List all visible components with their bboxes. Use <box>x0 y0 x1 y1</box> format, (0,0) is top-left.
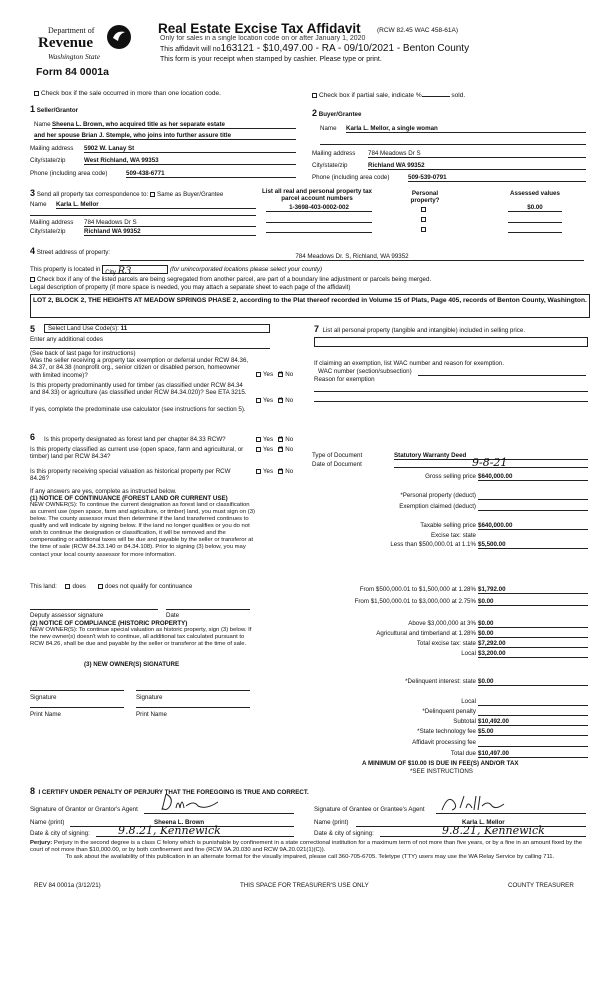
no-label: No <box>285 446 294 453</box>
section-3-number: 3 <box>30 188 36 198</box>
exemption-question: Was the seller receiving a property tax exemption or deferral under RCW 84.36, 84.37, or 84.38 (nonprofit org., senior citizen or disabled person, homeowner with limited income)? <box>30 357 249 379</box>
boundary-check[interactable] <box>30 276 431 283</box>
checkbox-icon[interactable] <box>256 469 261 474</box>
grantee-name-field[interactable]: Karla L. Mellor <box>356 819 586 827</box>
grantor-signature-field[interactable] <box>144 798 294 814</box>
tier1-field[interactable]: $5,500.00 <box>478 541 588 549</box>
date-of-document-field[interactable]: 9-8-21 <box>394 456 588 468</box>
checkbox-icon[interactable] <box>421 217 426 222</box>
see-back-label: (See back of last page for instructions) <box>30 350 136 357</box>
agricultural-label: Agricultural and timberland at 1.28% <box>376 630 476 637</box>
correspondence-name-field[interactable]: Karla L. Mellor <box>56 201 256 209</box>
header-line2-prefix: This affidavit will no <box>160 46 221 53</box>
yes-label: Yes <box>263 446 274 453</box>
buyer-name-field-2[interactable] <box>320 137 586 145</box>
buyer-phone-label: Phone (including area code) <box>312 174 390 181</box>
checkbox-icon[interactable] <box>98 584 103 589</box>
delinquent-interest-field[interactable]: $0.00 <box>478 678 588 686</box>
seller-phone-label: Phone (including area code) <box>30 170 108 177</box>
checked-checkbox-icon[interactable] <box>278 447 283 452</box>
correspondence-mailing-field[interactable]: 784 Meadows Dr S <box>84 219 256 227</box>
correspondence-name-label: Name <box>30 201 47 208</box>
exemption-reason-label: Reason for exemption <box>314 376 375 383</box>
this-land-label: This land: <box>30 583 57 590</box>
partial-sale-check[interactable] <box>312 92 465 100</box>
checkbox-icon[interactable] <box>421 227 426 232</box>
grantee-signature-label: Signature of Grantee or Grantee's Agent <box>314 806 425 813</box>
new-owner-signature-line-2[interactable] <box>136 685 250 691</box>
personal-property-deduct-field[interactable] <box>478 492 588 500</box>
agricultural-field[interactable]: $0.00 <box>478 630 588 638</box>
tier4-field[interactable]: $0.00 <box>478 620 588 628</box>
land-use-section <box>30 322 310 426</box>
no-label: No <box>285 397 294 404</box>
local-tax-label: Local <box>461 650 476 657</box>
exemption-reason-field-2[interactable] <box>314 396 588 402</box>
property-section <box>30 246 590 318</box>
print-name-line-1[interactable] <box>30 702 124 708</box>
grantee-signature-field[interactable] <box>436 798 586 814</box>
parcel-header: List all real and personal property tax parcel account numbers <box>261 188 373 203</box>
checked-checkbox-icon[interactable] <box>278 372 283 377</box>
location-city-value: City <box>105 269 116 276</box>
grantor-date-city-label: Date & city of signing: <box>30 830 90 837</box>
correspondence-mailing-label: Mailing address <box>30 219 74 226</box>
continuance-heading: (1) NOTICE OF CONTINUANCE (FOREST LAND OR CURRENT USE) <box>30 495 228 502</box>
checkbox-icon[interactable] <box>256 447 261 452</box>
located-in-label: This property is located in <box>30 266 101 274</box>
exemption-deduct-label: Exemption claimed (deduct) <box>399 503 476 510</box>
boundary-label: Check box if any of the listed parcels are being segregated from another parcel, are part of a boundary line adjustment or parcels being merged. <box>37 276 432 283</box>
form-number: Form 84 0001a <box>36 66 109 78</box>
see-instructions-note: *SEE INSTRUCTIONS <box>410 768 473 775</box>
delinquent-penalty-field[interactable] <box>478 708 588 716</box>
correspondence-name-field-2[interactable] <box>30 210 256 216</box>
delinquent-interest-label: *Delinquent interest: state <box>405 678 476 685</box>
local-tax-field[interactable]: $3,200.00 <box>478 650 588 658</box>
form-revision: REV 84 0001a (3/12/21) <box>34 882 101 889</box>
grantor-name-field[interactable]: Sheena L. Brown <box>70 819 294 827</box>
perjury-text: Perjury in the second degree is a class C felony which is punishable by confinement in a state correctional institution for a maximum term of not more than five years, or by a fine in an amount fixed by the court of not more than $10,000.00, or by both confinement and fine (RCW 9A.20.030 and RCW 9A.20.021(1)(C)). <box>30 840 583 854</box>
taxable-selling-price-label: Taxable selling price <box>420 522 476 529</box>
send-correspondence-label: Send all property tax correspondence to: <box>36 191 149 198</box>
unincorporated-note: (for unincorporated locations please select your county) <box>169 266 323 274</box>
historic-heading: (2) NOTICE OF COMPLIANCE (HISTORIC PROPERTY) <box>30 620 188 627</box>
dor-logo-line1: Department of <box>48 26 95 35</box>
buyer-city-label: City/state/zip <box>312 162 348 169</box>
wac-number-field[interactable] <box>418 368 586 376</box>
if-yes-instructions: If any answers are yes, complete as instructed below. <box>30 488 177 495</box>
print-name-label-2: Print Name <box>136 711 167 718</box>
perjury-label: Perjury: <box>30 840 53 846</box>
deputy-date-label: Date <box>166 612 180 619</box>
personal-property-header: Personal property? <box>410 190 440 205</box>
checked-checkbox-icon[interactable] <box>278 469 283 474</box>
street-address-field[interactable]: 784 Meadows Dr. S, Richland, WA 99352 <box>120 253 584 261</box>
gross-selling-price-label: Gross selling price <box>425 473 476 480</box>
historic-question: Is this property receiving special valuation as historical property per RCW 84.26? <box>30 468 231 483</box>
seller-name-label: Name <box>34 121 51 128</box>
checkbox-icon <box>312 93 317 98</box>
assessed-value-field[interactable]: $0.00 <box>508 204 562 212</box>
deputy-signature-label: Deputy assessor signature <box>30 612 104 619</box>
form-rcw: (RCW 82.45 WAC 458-61A) <box>377 27 459 34</box>
additional-codes-field[interactable] <box>30 343 270 349</box>
seller-name-field[interactable]: Sheena L. Brown, who acquired title as her separate estate <box>52 121 296 129</box>
total-due-label: Total due <box>450 750 476 757</box>
seller-heading: Seller/Grantor <box>36 107 79 114</box>
timber-question: Is this property predominantly used for timber (as classified under RCW 84.34 and 84.33) or agriculture (as classified under RCW 84.34.020)? See ETA 3215. <box>30 382 247 397</box>
taxable-selling-price-field[interactable]: $640,000.00 <box>478 522 588 530</box>
processing-fee-field[interactable] <box>478 739 588 747</box>
header-line2 <box>160 43 469 55</box>
checkbox-icon <box>30 277 35 282</box>
assessed-values-header: Assessed values <box>510 190 560 197</box>
buyer-city-field[interactable]: Richland WA 99352 <box>368 162 586 170</box>
technology-fee-field[interactable]: $5.00 <box>478 728 588 736</box>
seller-mailing-label: Mailing address <box>30 145 74 152</box>
checkbox-icon[interactable] <box>256 372 261 377</box>
continuance-text: NEW OWNER(S): To continue the current designation as forest land or classification as current use (open space, farm and agriculture, or timber) land, you must sign on (3) below. The county assessor must then determine if the land transferred continues to qualify and will indicate by signing below. If the land no longer qualifies or you do not wish to continue the designation or classification, it will be removed and the compensating or additional taxes will be due and payable by the seller or transferor at the time of sale (RCW 84.33.140 or 84.34.108). Prior to signing (3) below, you may contact your local county assessor for more information. <box>30 502 255 558</box>
subtotal-field[interactable]: $10,492.00 <box>478 718 588 726</box>
parcel-number-field-2[interactable] <box>266 216 372 223</box>
delinquent-local-label: Local <box>461 698 476 705</box>
checked-checkbox-icon[interactable] <box>278 398 283 403</box>
correspondence-city-label: City/state/zip <box>30 228 66 235</box>
seller-mailing-field[interactable]: 5902 W. Lanay St <box>84 145 296 153</box>
tier1-label: Less than $500,000.01 at 1.1% <box>390 541 476 548</box>
tier3-label: From $1,500,000.01 to $3,000,000 at 2.75% <box>354 598 476 605</box>
seller-phone-field[interactable]: 509-438-6771 <box>126 170 296 178</box>
section-5-number: 5 <box>30 324 36 334</box>
seller-city-field[interactable]: West Richland, WA 99353 <box>84 157 296 165</box>
additional-codes-label: Enter any additional codes <box>30 336 103 343</box>
sold-label: sold. <box>451 92 466 99</box>
grantee-date-city-field[interactable]: 9.8.21, Kennewick <box>380 824 586 837</box>
exemption-reason-field[interactable] <box>314 386 588 392</box>
header-line1: Only for sales in a single location code on or after January 1, 2020 <box>160 35 366 42</box>
buyer-heading: Buyer/Grantee <box>318 111 362 118</box>
total-due-field[interactable]: $10,497.00 <box>478 750 588 758</box>
total-excise-state-label: Total excise tax: state <box>416 640 476 647</box>
dor-logo-line3: Washington State <box>48 52 101 61</box>
section-1-number: 1 <box>30 104 36 114</box>
wac-number-label: WAC number (section/subsection) <box>318 368 412 375</box>
correspondence-city-field[interactable]: Richland WA 99352 <box>84 228 256 236</box>
land-use-value: 11 <box>120 325 128 332</box>
section-4-number: 4 <box>30 246 36 256</box>
street-address-label: Street address of property: <box>36 249 111 256</box>
subtotal-label: Subtotal <box>453 718 476 725</box>
grantee-date-city-label: Date & city of signing: <box>314 830 374 837</box>
exemption-deduct-field[interactable] <box>478 503 588 511</box>
parcel-number-field-3[interactable] <box>266 226 372 233</box>
header-line3: This form is your receipt when stamped by cashier. Please type or print. <box>160 56 382 63</box>
checkbox-icon[interactable] <box>150 192 155 197</box>
checkbox-icon <box>34 91 39 96</box>
grantor-signature-label: Signature of Grantor or Grantor's Agent <box>30 806 138 813</box>
predominate-use-note: If yes, complete the predominate use calculator (see instructions for section 5). <box>30 406 246 413</box>
print-name-line-2[interactable] <box>136 702 250 708</box>
land-use-select[interactable] <box>44 324 270 333</box>
same-as-buyer-label: Same as Buyer/Grantee <box>156 191 224 198</box>
section-2-number: 2 <box>312 108 318 118</box>
grantee-signature-image <box>438 792 518 814</box>
tier3-field[interactable]: $0.00 <box>478 598 588 606</box>
signature-label-1: Signature <box>30 694 57 701</box>
location-select[interactable] <box>102 265 168 277</box>
seller-city-label: City/state/zip <box>30 157 66 164</box>
no-label: No <box>285 436 294 443</box>
checked-checkbox-icon[interactable] <box>278 437 283 442</box>
seller-section <box>30 104 298 184</box>
buyer-mailing-label: Mailing address <box>312 150 356 157</box>
checkbox-icon[interactable] <box>421 207 426 212</box>
grantor-date-city-field[interactable]: 9.8.21, Kennewick <box>96 824 294 837</box>
dor-logo-emblem-icon <box>106 24 132 50</box>
cashier-stamp: 163121 - $10,497.00 - RA - 09/10/2021 - Benton County <box>220 43 470 54</box>
yes-label: Yes <box>263 397 274 404</box>
deputy-signature-line[interactable] <box>30 604 158 610</box>
gross-selling-price-field[interactable]: $640,000.00 <box>478 473 588 481</box>
date-of-document-label: Date of Document <box>312 461 362 468</box>
county-treasurer-label: COUNTY TREASURER <box>508 882 574 889</box>
no-label: No <box>285 468 294 475</box>
type-of-document-field[interactable]: Statutory Warranty Deed <box>394 452 588 460</box>
technology-fee-label: *State technology fee <box>417 728 476 735</box>
land-use-label: Select Land Use Code(s): <box>48 325 119 332</box>
tier2-label: From $500,000.01 to $1,500,000 at 1.28% <box>359 586 476 593</box>
buyer-mailing-field[interactable]: 784 Meadows Dr S <box>368 150 586 158</box>
form-title: Real Estate Excise Tax Affidavit <box>158 21 361 36</box>
personal-property-field[interactable] <box>314 337 588 347</box>
checkbox-icon[interactable] <box>256 437 261 442</box>
yes-label: Yes <box>263 436 274 443</box>
location-handwritten: R3 <box>117 266 132 277</box>
legal-description-label: Legal description of property (if more space is needed, you may attach a separate sheet to each page of the affidavit) <box>30 284 351 291</box>
current-use-question: Is this property classified as current use (open space, farm and agricultural, or timber) land per RCW 84.34? <box>30 446 244 461</box>
tier2-field[interactable]: $1,792.00 <box>478 586 588 594</box>
tax-correspondence-section <box>30 188 590 240</box>
excise-tax-state-label: Excise tax: state <box>430 532 476 539</box>
exemption-claim-label: If claiming an exemption, list WAC number and reason for exemption. <box>314 360 504 367</box>
minimum-due-note: A MINIMUM OF $10.00 IS DUE IN FEE(S) AND/OR TAX <box>362 760 519 767</box>
certification-section <box>30 786 590 876</box>
historic-text: NEW OWNER(S): To continue special valuation as historic property, sign (3) below. If the new owner(s) doesn't wish to continue, all additional tax calculated pursuant to RCW 84.26, shall be due and payable by the seller or transferor at the time of sale. <box>30 627 252 648</box>
delinquent-penalty-label: *Delinquent penalty <box>422 708 476 715</box>
assessed-value-field-3[interactable] <box>508 226 562 233</box>
no-label: No <box>285 371 294 378</box>
personal-property-section <box>314 324 590 424</box>
grantee-name-label: Name (print) <box>314 819 349 826</box>
tier4-label: Above $3,000,000 at 3% <box>408 620 476 627</box>
yes-label: Yes <box>263 468 274 475</box>
partial-sale-label: Check box if partial sale, indicate % <box>319 92 422 99</box>
section-7-number: 7 <box>314 324 320 334</box>
print-name-label-1: Print Name <box>30 711 61 718</box>
buyer-name-field[interactable]: Karla L. Mellor, a single woman <box>346 125 586 133</box>
does-label: does <box>72 583 86 590</box>
section-6-number: 6 <box>30 432 36 442</box>
grantor-signature-image <box>158 792 238 814</box>
yes-label: Yes <box>263 371 274 378</box>
legal-description-field[interactable]: LOT 2, BLOCK 2, THE HEIGHTS AT MEADOW SPRINGS PHASE 2, according to the Plat thereof recorded in Volume 15 of Plats, Page 405, records of Benton County, Washington. <box>30 294 590 318</box>
checkbox-icon[interactable] <box>256 398 261 403</box>
perjury-notice <box>30 840 590 854</box>
personal-property-label: List all personal property (tangible and intangible) included in selling price. <box>322 327 526 334</box>
new-owner-signature-heading: (3) NEW OWNER(S) SIGNATURE <box>84 661 180 668</box>
section-8-number: 8 <box>30 786 36 796</box>
processing-fee-label: Affidavit processing fee <box>412 739 476 746</box>
delinquent-local-field[interactable] <box>478 698 588 706</box>
total-excise-state-field[interactable]: $7,292.00 <box>478 640 588 648</box>
assessed-value-field-2[interactable] <box>508 216 562 223</box>
deputy-date-line[interactable] <box>166 604 250 610</box>
treasurer-space-label: THIS SPACE FOR TREASURER'S USE ONLY <box>240 882 369 889</box>
buyer-phone-field[interactable]: 509-539-0791 <box>408 174 586 182</box>
forest-land-question: Is this property designated as forest land per chapter 84.33 RCW? <box>44 436 226 443</box>
seller-name-field-2[interactable]: and her spouse Brian J. Stemple, who joins into further assure title <box>34 132 296 140</box>
parcel-number-field[interactable]: 1-3698-403-0002-002 <box>266 204 372 212</box>
dor-logo <box>30 22 130 70</box>
multi-location-label: Check box if the sale occurred in more than one location code. <box>41 90 221 97</box>
forest-current-use-section <box>30 432 310 722</box>
certify-statement: I CERTIFY UNDER PENALTY OF PERJURY THAT THE FOREGOING IS TRUE AND CORRECT. <box>38 789 309 796</box>
new-owner-signature-line-1[interactable] <box>30 685 124 691</box>
personal-property-deduct-label: *Personal property (deduct) <box>400 492 476 499</box>
partial-sale-percent-field[interactable] <box>422 96 450 97</box>
multi-location-check[interactable] <box>34 90 221 98</box>
grantor-name-label: Name (print) <box>30 819 65 826</box>
does-not-label: does not qualify for continuance <box>104 583 193 590</box>
buyer-section <box>312 108 588 188</box>
signature-label-2: Signature <box>136 694 163 701</box>
alternate-format-notice: To ask about the availability of this publication in an alternate format for the visually impaired, please call 360-705-6705. Teletype (TTY) users may use the WA Relay Service by calling 711. <box>65 854 555 860</box>
tax-calculation-panel <box>312 446 590 776</box>
type-of-document-label: Type of Document <box>312 452 363 459</box>
dor-logo-line2: Revenue <box>38 35 93 51</box>
buyer-name-label: Name <box>320 125 337 132</box>
checkbox-icon[interactable] <box>65 584 70 589</box>
